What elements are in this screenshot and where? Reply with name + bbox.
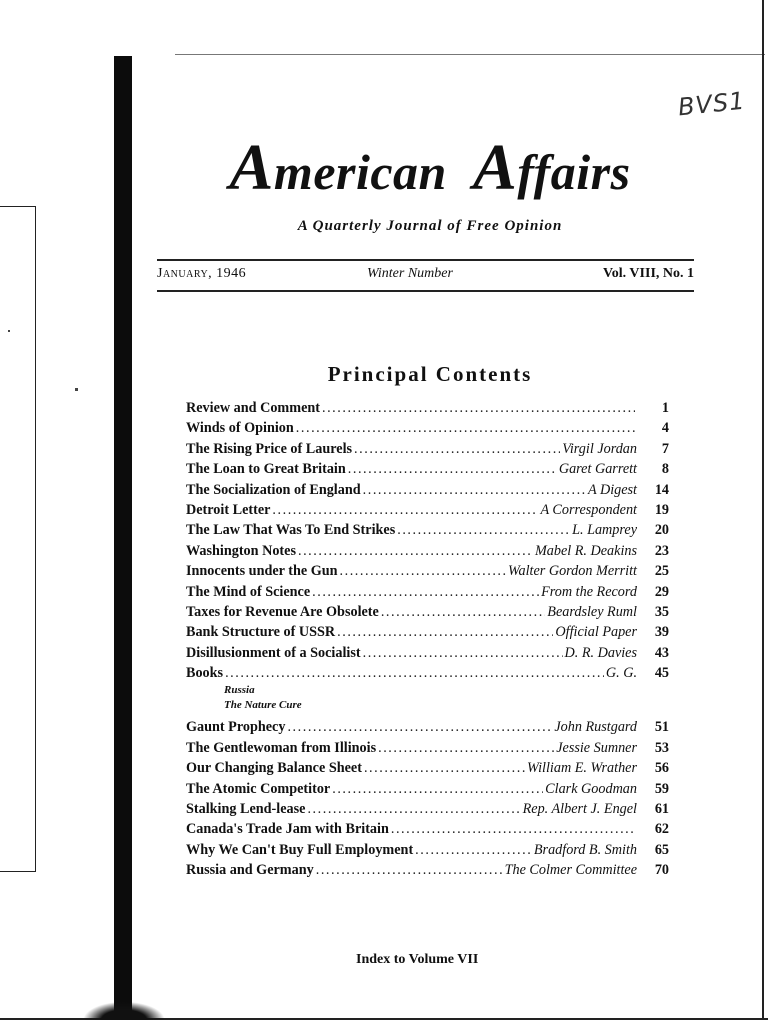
toc-title: The Rising Price of Laurels: [186, 440, 353, 457]
issue-season: Winter Number: [367, 266, 453, 281]
toc-entry[interactable]: [186, 520, 669, 540]
leader-dots: [364, 758, 525, 778]
toc-author: From the Record: [541, 583, 637, 600]
index-note: Index to Volume VII: [356, 952, 479, 967]
toc-author: Jessie Sumner: [556, 739, 637, 756]
leader-dots: [378, 738, 554, 758]
toc-page: 39: [654, 624, 669, 641]
toc-entry[interactable]: [186, 480, 669, 500]
toc-title: Disillusionment of a Socialist: [186, 644, 361, 661]
toc-page: 56: [654, 760, 669, 777]
toc-author: Garet Garrett: [558, 461, 637, 478]
toc-subentry: Russia: [224, 684, 255, 697]
masthead-cap-2: A: [472, 131, 518, 204]
toc-page: 1: [661, 400, 669, 416]
toc-title: The Atomic Competitor: [186, 780, 331, 797]
leader-dots: [322, 398, 635, 418]
toc-entry[interactable]: [186, 418, 669, 438]
toc-title: The Law That Was To End Strikes: [186, 522, 396, 539]
scan-speck: [75, 388, 78, 391]
leader-dots: [415, 840, 532, 860]
masthead-subtitle: A Quarterly Journal of Free Opinion: [297, 218, 563, 234]
toc-page: 53: [654, 739, 669, 756]
toc-title: The Socialization of England: [186, 481, 361, 498]
toc-entry[interactable]: [186, 779, 669, 799]
leader-dots: [312, 582, 539, 602]
toc-entry[interactable]: [186, 541, 669, 561]
leader-dots: [363, 480, 586, 500]
toc-page: 20: [654, 522, 669, 539]
page-top-rule: [175, 54, 765, 55]
toc-author: William E. Wrather: [527, 760, 637, 777]
leader-dots: [354, 439, 560, 459]
toc-title: Washington Notes: [186, 542, 296, 559]
issue-rule-top: [157, 259, 694, 261]
leader-dots: [316, 860, 503, 880]
leader-dots: [298, 541, 533, 561]
issue-line: [157, 266, 694, 286]
toc-page: 59: [654, 780, 669, 797]
toc-title: Why We Can't Buy Full Employment: [186, 841, 414, 858]
scan-speck: [8, 330, 10, 332]
leader-dots: [363, 643, 563, 663]
toc-title: Review and Comment: [186, 400, 320, 416]
toc-entry[interactable]: [186, 663, 669, 683]
toc-title: The Loan to Great Britain: [186, 461, 346, 478]
masthead-title: [160, 130, 700, 206]
toc-author: D. R. Davies: [564, 644, 637, 661]
toc-subentry: The Nature Cure: [224, 699, 302, 712]
toc-title: Canada's Trade Jam with Britain: [186, 821, 389, 838]
toc-page: 61: [654, 801, 669, 818]
toc-author: Clark Goodman: [545, 780, 637, 797]
leader-dots: [272, 500, 538, 520]
masthead-word-2: ffairs: [517, 144, 631, 200]
toc-page: 62: [654, 821, 669, 838]
leader-dots: [348, 459, 557, 479]
toc-title: Books: [186, 665, 224, 682]
toc-entry[interactable]: [186, 758, 669, 778]
toc-author: The Colmer Committee: [504, 862, 637, 879]
toc-page: 35: [654, 603, 669, 620]
toc-author: Bradford B. Smith: [533, 841, 637, 858]
toc-title: Bank Structure of USSR: [186, 624, 336, 641]
toc-author: G. G.: [605, 665, 637, 682]
masthead-cap-1: A: [229, 131, 274, 204]
toc-entry[interactable]: [186, 439, 669, 459]
toc-author: Official Paper: [555, 624, 637, 641]
toc-title: The Gentlewoman from Illinois: [186, 739, 377, 756]
toc-title: The Mind of Science: [186, 583, 311, 600]
toc-page: 43: [654, 644, 669, 661]
toc-page: 70: [654, 862, 669, 879]
issue-rule-bottom: [157, 290, 694, 292]
toc-author: Beardsley Ruml: [547, 603, 637, 620]
toc-author: Walter Gordon Merritt: [507, 563, 637, 580]
toc-author: Virgil Jordan: [562, 440, 637, 457]
binding-spine-foot: [84, 1002, 164, 1020]
toc-title: Gaunt Prophecy: [186, 719, 286, 736]
toc-title: Stalking Lend-lease: [186, 801, 306, 818]
toc-page: 4: [661, 420, 669, 437]
leader-dots: [381, 602, 545, 622]
toc-entry[interactable]: [186, 819, 669, 839]
toc-author: L. Lamprey: [572, 522, 637, 539]
toc-entry[interactable]: [186, 738, 669, 758]
table-of-contents: [186, 398, 669, 881]
toc-page: 51: [654, 719, 669, 736]
toc-author: John Rustgard: [554, 719, 637, 736]
toc-author: Rep. Albert J. Engel: [522, 801, 637, 818]
toc-entry[interactable]: [186, 602, 669, 622]
toc-page: 19: [654, 501, 669, 518]
toc-page: 25: [654, 563, 669, 580]
toc-page: 29: [654, 583, 669, 600]
leader-dots: [225, 663, 604, 683]
leader-dots: [296, 418, 635, 438]
toc-title: Our Changing Balance Sheet: [186, 760, 362, 777]
page-right-edge: [762, 0, 764, 1020]
leader-dots: [307, 799, 520, 819]
toc-page: 14: [654, 481, 669, 498]
contents-heading: Principal Contents: [327, 362, 533, 386]
toc-title: Innocents under the Gun: [186, 563, 338, 580]
toc-entry[interactable]: [186, 717, 669, 737]
toc-entry[interactable]: [186, 860, 669, 880]
toc-entry[interactable]: [186, 582, 669, 602]
toc-title: Detroit Letter: [186, 501, 271, 518]
toc-entry[interactable]: [186, 799, 669, 819]
binding-spine: [114, 56, 132, 1018]
toc-entry[interactable]: [186, 398, 669, 418]
toc-page: 23: [654, 542, 669, 559]
leader-dots: [340, 561, 506, 581]
leader-dots: [337, 622, 553, 642]
toc-page: 7: [661, 440, 669, 457]
toc-title: Taxes for Revenue Are Obsolete: [186, 603, 379, 620]
toc-entry[interactable]: [186, 500, 669, 520]
issue-date: January, 1946: [157, 266, 247, 281]
masthead-word-1: merican: [273, 144, 447, 200]
toc-entry[interactable]: [186, 622, 669, 642]
toc-entry[interactable]: [186, 840, 669, 860]
toc-title: Winds of Opinion: [186, 420, 294, 437]
leader-dots: [332, 779, 543, 799]
leader-dots: [287, 717, 552, 737]
toc-page: 8: [661, 461, 669, 478]
handwritten-note: BVS1: [676, 86, 747, 122]
toc-author: Mabel R. Deakins: [534, 542, 637, 559]
toc-entry[interactable]: [186, 643, 669, 663]
toc-page: 65: [654, 841, 669, 858]
toc-entry[interactable]: [186, 561, 669, 581]
toc-page: 45: [654, 665, 669, 682]
toc-title: Russia and Germany: [186, 862, 314, 879]
toc-entry[interactable]: [186, 459, 669, 479]
issue-volume: Vol. VIII, No. 1: [602, 266, 694, 281]
adjacent-page-box: [0, 206, 36, 872]
leader-dots: [391, 819, 635, 839]
leader-dots: [397, 520, 570, 540]
toc-author: A Correspondent: [540, 501, 637, 518]
toc-author: A Digest: [588, 481, 637, 498]
